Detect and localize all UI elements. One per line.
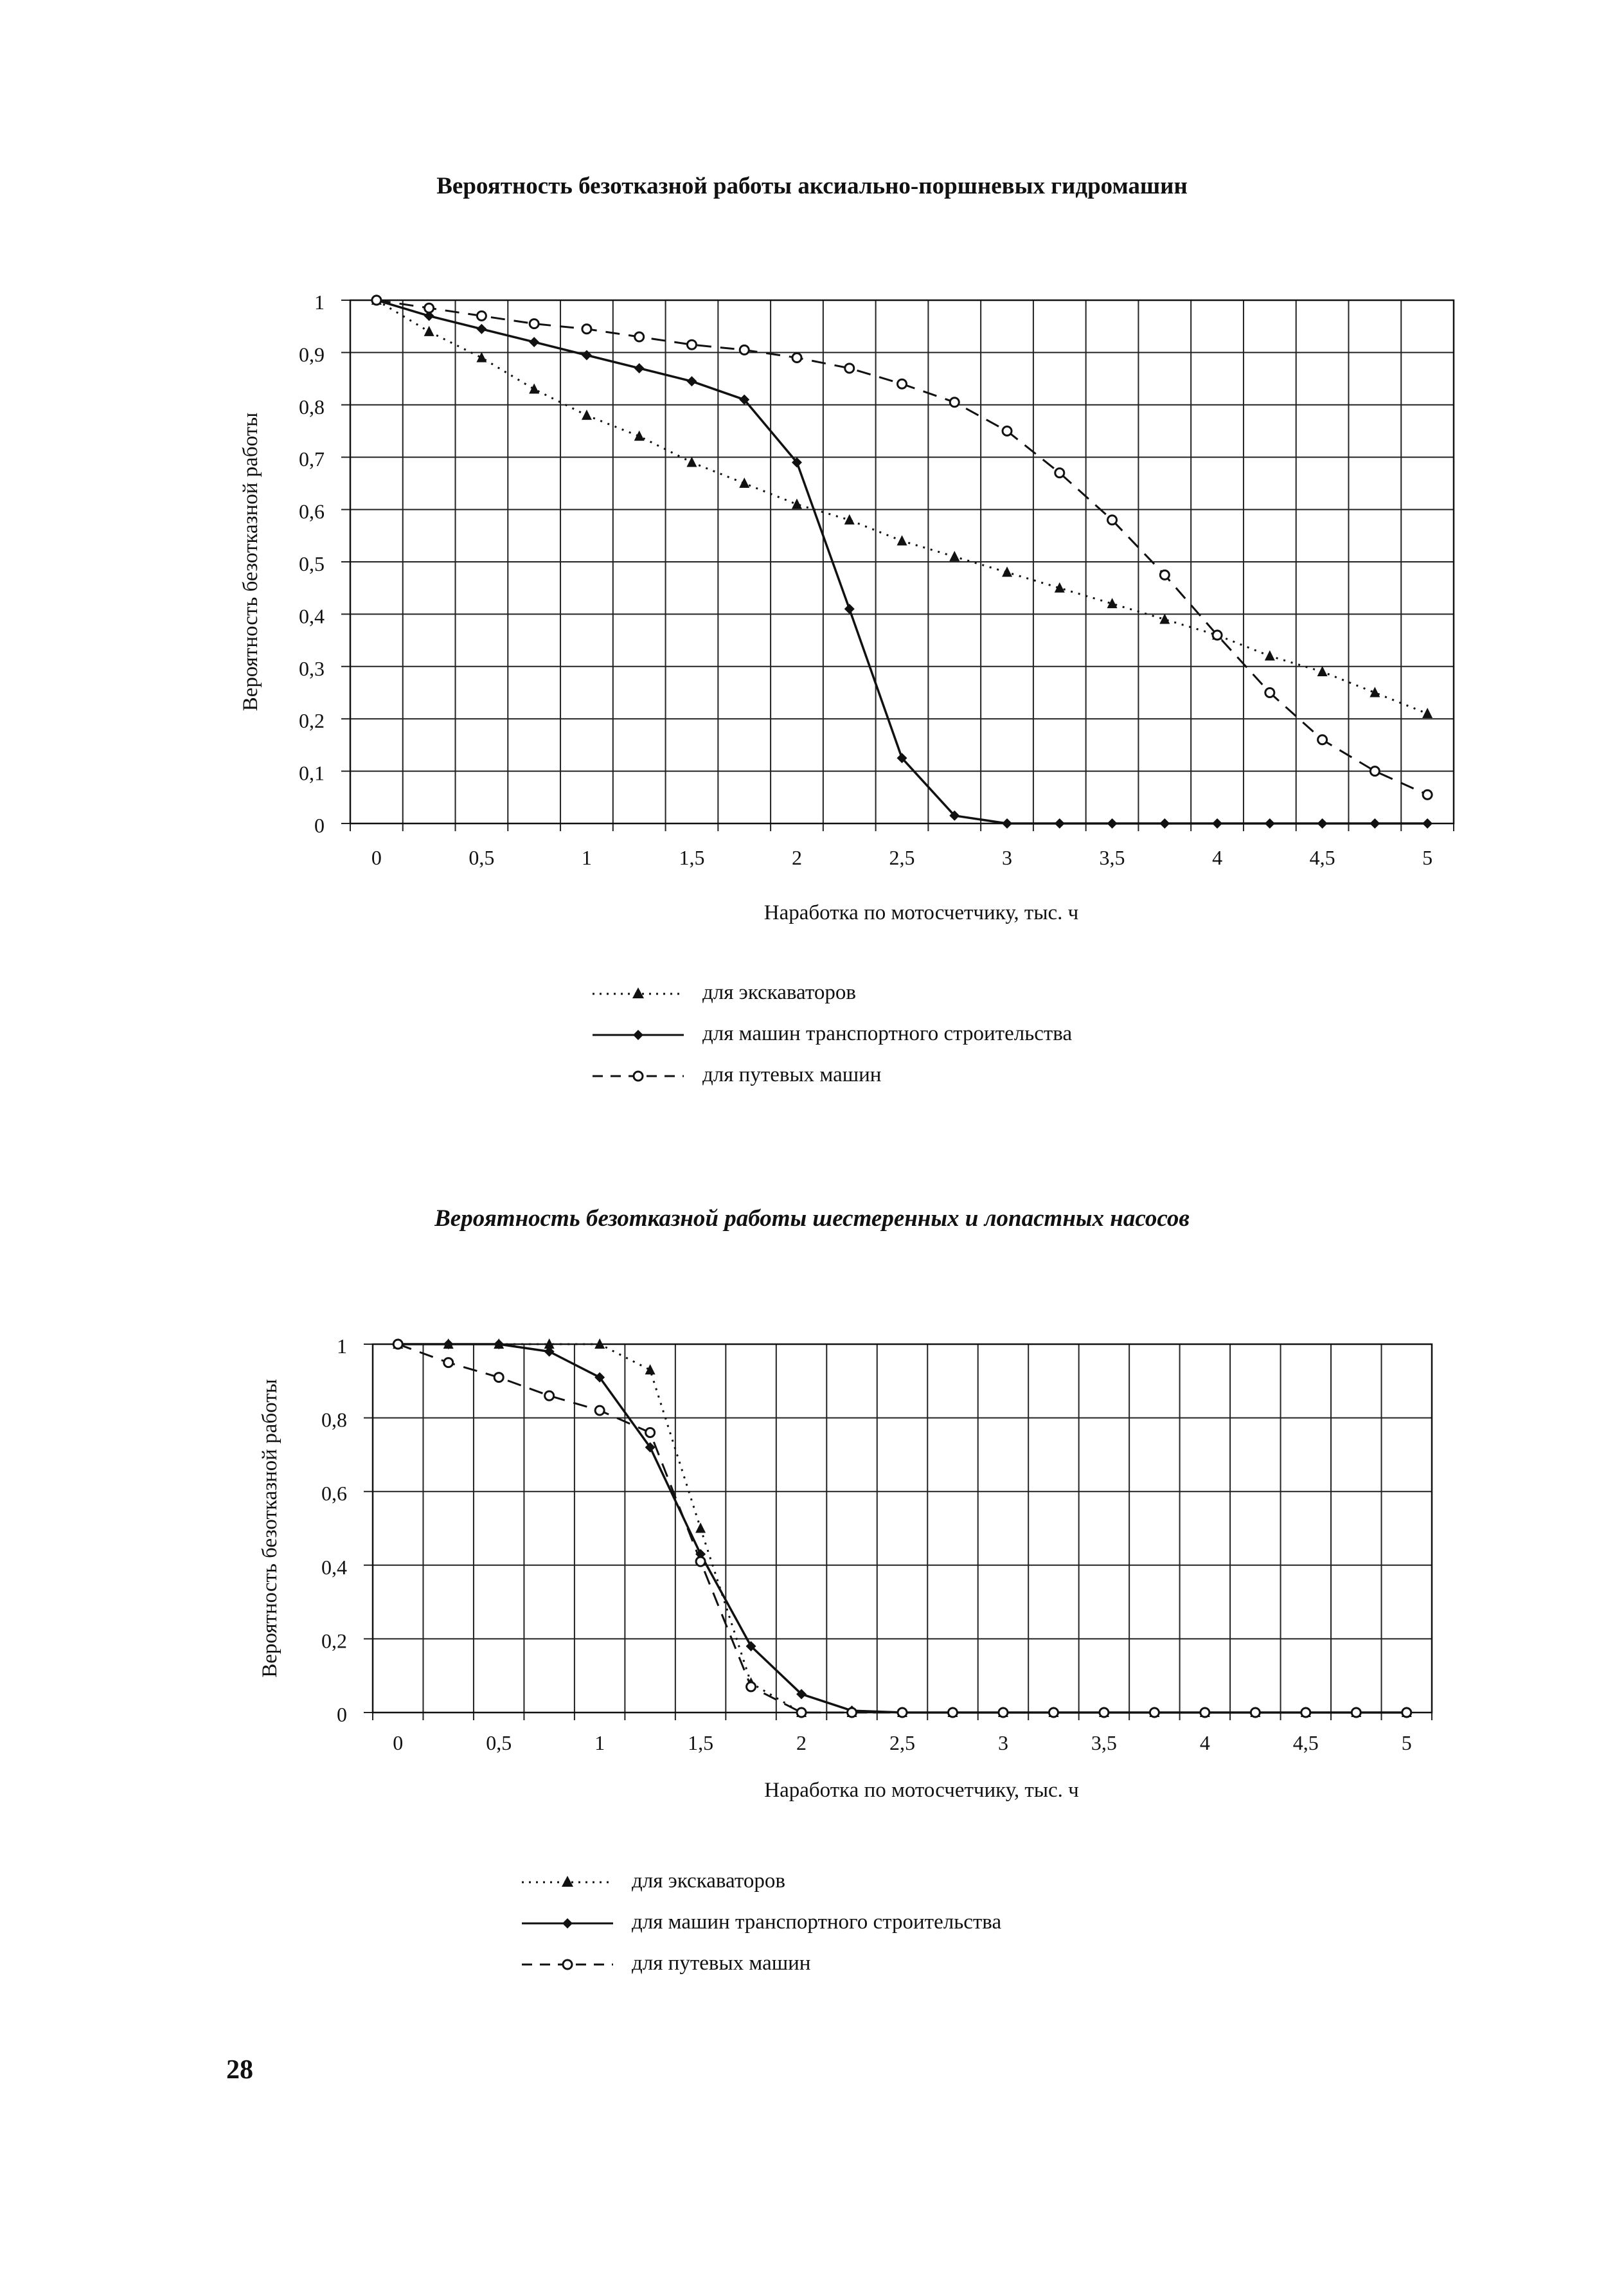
chart2-xtick-label: 3 [997,1731,1008,1754]
chart2-series-2-point [1150,1708,1159,1717]
chart2-series-2-point [848,1708,857,1717]
chart2-series-0-point [645,1364,656,1374]
chart1-ytick-label: 0,1 [299,761,325,785]
chart2-series-2-point [797,1708,806,1717]
legend2-label-excavators: для экскаваторов [632,1869,785,1893]
legend2-key-excavators [519,1871,616,1894]
page-number: 28 [226,2055,253,2085]
chart2-ytick-label: 0,8 [321,1408,347,1432]
chart2-series-2-point [393,1340,402,1349]
chart2-series-2-point [1402,1708,1411,1717]
chart1-ytick-label: 0,8 [299,395,325,418]
chart1-ytick-label: 0,6 [299,499,325,523]
chart1-xtick-label: 2 [791,846,802,869]
chart2-xtick-label: 2 [796,1731,807,1754]
chart2-xtick-label: 4 [1199,1731,1210,1754]
chart2-xtick-label: 1,5 [688,1731,714,1754]
chart2-series-2-point [444,1358,453,1367]
chart2-ytick-label: 0,4 [321,1555,347,1579]
chart1-ytick-label: 0,5 [299,552,325,575]
chart2-series-2-point [1251,1708,1260,1717]
chart1-ytick-label: 0,7 [299,447,325,471]
chart2-series-2-point [1301,1708,1310,1717]
chart2-xtick-label: 1 [594,1731,605,1754]
chart1-xtick-label: 0 [371,846,382,869]
chart2-xlabel: Наработка по мотосчетчику, тыс. ч [764,1779,1079,1802]
chart1-ytick-label: 0,4 [299,604,325,628]
chart2-series-2-point [696,1557,705,1566]
chart2-xtick-label: 0,5 [486,1731,512,1754]
chart2-series-2-point [948,1708,957,1717]
chart1-xtick-label: 3 [1002,846,1013,869]
legend1-label-track: для путевых машин [702,1063,882,1086]
legend2-diamond-marker [562,1918,573,1929]
chart1-ytick-label: 0,3 [299,656,325,680]
chart2-ytick-label: 0,6 [321,1482,347,1506]
chart1-ylabel: Вероятность безотказной работы [239,412,262,712]
chart1-xtick-label: 4,5 [1309,846,1335,869]
chart2-series-2-point [646,1428,655,1437]
chart1-xtick-label: 3,5 [1099,846,1125,869]
legend1-label-excavators: для экскаваторов [702,981,856,1004]
chart1-xtick-label: 1 [581,846,592,869]
chart2-ytick-label: 1 [337,1335,347,1358]
chart2-series-2-point [747,1682,756,1691]
chart2-ytick-label: 0,2 [321,1629,347,1653]
chart2-series-2-point [1200,1708,1209,1717]
chart1-ytick-label: 0,9 [299,343,325,366]
chart2-series-2-point [898,1708,907,1717]
chart1-xtick-label: 4 [1212,846,1223,869]
chart1-xtick-label: 1,5 [679,846,705,869]
chart2-series-2-point [999,1708,1008,1717]
legend2-circle-marker [563,1960,572,1969]
chart1-xtick-label: 2,5 [889,846,915,869]
legend1-label-transport: для машин транспортного строительства [702,1022,1073,1045]
chart1-ytick-label: 0,2 [299,709,325,733]
chart2-series-2-point [545,1391,554,1400]
chart1-ytick-label: 1 [314,291,325,314]
chart2-series-0-point [695,1523,706,1533]
chart2-xtick-label: 0 [393,1731,404,1754]
chart2-xtick-label: 2,5 [889,1731,915,1754]
chart2-frame [373,1344,1432,1713]
chart2-series-2-point [1049,1708,1058,1717]
chart2-series-2-point [1100,1708,1109,1717]
chart2-series-2-point [595,1406,604,1415]
chart2-series-2-point [1352,1708,1361,1717]
legend2-label-track: для путевых машин [632,1952,811,1975]
chart2-series-2-point [494,1373,503,1382]
chart1-title: Вероятность безотказной работы аксиально-поршневых гидромашин [436,173,1188,199]
chart2-title: Вероятность безотказной работы шестеренных и лопастных насосов [434,1205,1190,1232]
chart2-ylabel: Вероятность безотказной работы [258,1379,281,1678]
chart2-ytick-label: 0 [337,1703,347,1726]
chart1-xtick-label: 5 [1422,846,1433,869]
chart1-ytick-label: 0 [314,814,325,837]
legend2-key-transport [519,1912,616,1935]
chart1-xlabel: Наработка по мотосчетчику, тыс. ч [763,901,1079,924]
chart2-xtick-label: 5 [1401,1731,1412,1754]
chart1-xtick-label: 0,5 [468,846,495,869]
chart2-xtick-label: 4,5 [1292,1731,1319,1754]
chart2-xtick-label: 3,5 [1091,1731,1117,1754]
legend2-label-transport: для машин транспортного строительства [632,1911,1002,1934]
legend2-key-track [519,1953,616,1976]
